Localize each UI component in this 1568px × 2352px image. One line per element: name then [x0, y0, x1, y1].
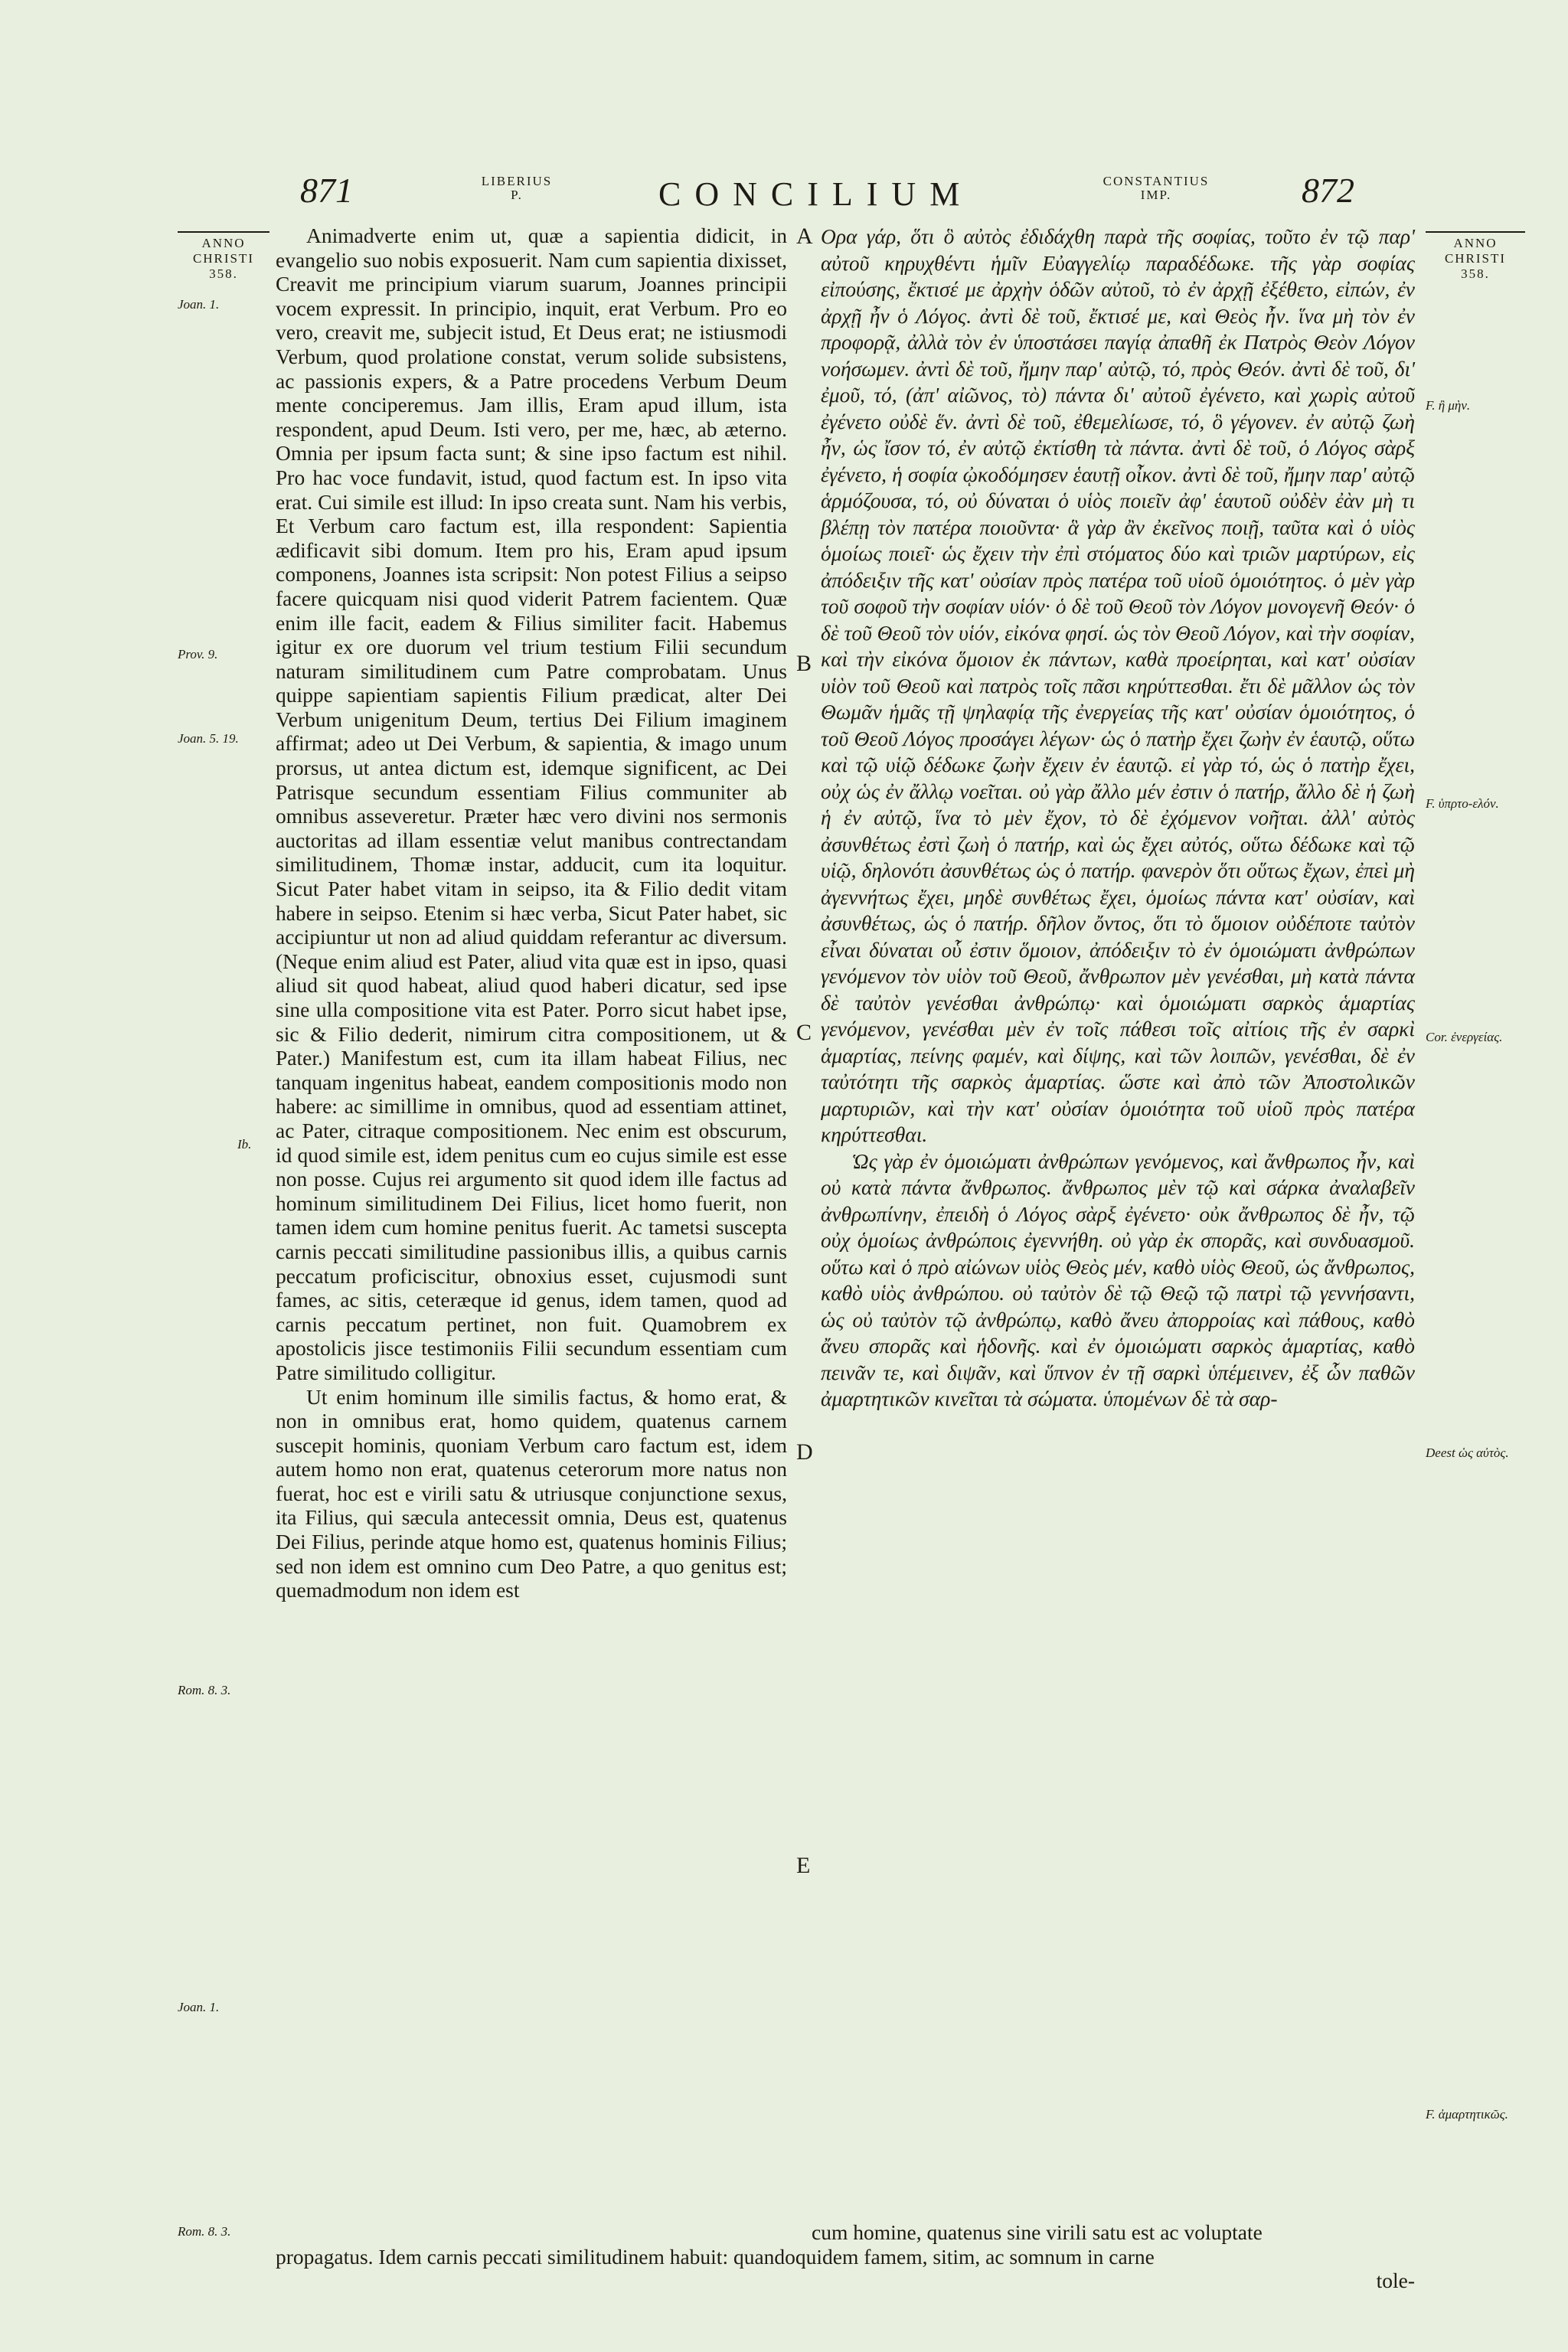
catchword: tole- — [1376, 2269, 1415, 2293]
margin-ref: Rom. 8. 3. — [178, 1683, 231, 1697]
running-head-left-line-1: LIBERIUS — [481, 174, 553, 188]
running-head-right — [1064, 175, 1248, 202]
margin-ref: Joan. 5. 19. — [178, 731, 239, 746]
latin-column — [276, 224, 787, 1602]
christi-label: CHRISTI — [192, 251, 255, 266]
page-number-left: 871 — [300, 171, 353, 210]
year-label: 358. — [1461, 266, 1490, 281]
anno-label: ANNO — [178, 231, 270, 251]
margin-variant-note: Deest ὡς αὐτὸς. — [1426, 1446, 1509, 1460]
running-head-left-line-2: P. — [511, 188, 523, 202]
anno-label: ANNO — [1426, 231, 1525, 251]
section-letter-c: C — [796, 1020, 812, 1045]
section-letter-a: A — [796, 224, 813, 249]
margin-ref: Prov. 9. — [178, 647, 218, 662]
anno-christi-right — [1426, 231, 1525, 282]
christi-label: CHRISTI — [1444, 251, 1507, 266]
running-head-right-line-2: IMP. — [1140, 188, 1172, 202]
margin-variant-note: F. ὑπρτο-ελόν. — [1426, 796, 1499, 811]
greek-paragraph: Ὡς γὰρ ἐν ὁμοιώματι ἀνθρώπων γενόμενος, καὶ ἄνθρωπος ἦν, καὶ οὐ κατὰ πάντα ἄνθρωπος. ἄνθρωπος μὲν τῷ καὶ σάρκα ἀναλαβεῖν ἀνθρωπίνην, ἐπειδὴ ὁ Λόγος σὰρξ ἐγένετο· οὐκ ἄνθρωπος δὲ ἦν, τῷ οὐχ ὁμοίως ἀνθρώποις ἐγεννήθη. οὐ γὰρ ἐκ σπορᾶς, καὶ συνδυασμοῦ. οὕτω καὶ ὁ πρὸ αἰώνων υἱὸς Θεὸς μέν, καθὸ υἱὸς Θεοῦ, ὡς ἄνθρωπος, καθὸ υἱὸς ἀνθρώπου. οὐ ταὐτὸν δὲ τῷ Θεῷ τῷ πατρὶ τῷ γεννήσαντι, ὡς οὐ ταὐτὸν τῷ ἀνθρώπῳ, καθὸ ἄνευ ἀπορροίας καὶ πάθους, καθὸ ἄνευ σπορᾶς καὶ ἡδονῆς. καὶ ἐν ὁμοιώματι σαρκὸς ἁμαρτίας, καθὸ πεινᾶν τε, καὶ διψᾶν, καὶ ὕπνον ἐν τῇ σαρκὶ ὑπέμεινεν, ἐξ ὧν παθῶν ἀμαρτητικῶν κινεῖται τὰ σώματα. ὑπομένων δὲ τὰ σαρ- — [821, 1148, 1415, 1410]
page-number-right: 872 — [1302, 171, 1354, 210]
bottom-line: cum homine, quatenus sine virili satu est ac voluptate — [812, 2220, 1263, 2244]
margin-ref: Joan. 1. — [178, 297, 220, 312]
margin-variant-note: F. ἢ μὴν. — [1426, 398, 1471, 413]
section-letter-e: E — [796, 1853, 811, 1878]
running-header — [0, 170, 1568, 224]
running-head-right-line-1: CONSTANTIUS — [1102, 174, 1210, 188]
running-head-left — [459, 175, 574, 202]
bottom-line: propagatus. Idem carnis peccati similitudinem habuit: quandoquidem famem, sitim, ac somnum in carne — [276, 2244, 1155, 2269]
section-letter-b: B — [796, 651, 812, 676]
latin-paragraph: Ut enim hominum ille similis factus, & homo erat, & non in omnibus erat, homo quidem, quatenus carnem suscepit hominis, quoniam Verbum caro factum est, idem autem homo non erat, quatenus ceterorum more natus non fuerat, hoc est e virili satu & utriusque conjunctione sexus, ita Filius, qui sæcula antecessit omnia, Deus est, quatenus Dei Filius, perinde atque homo est, quatenus hominis Filius; sed non idem est omnino cum Deo Patre, a quo genitus est; quemadmodum non idem est — [276, 1384, 787, 1602]
margin-ref: Ib. — [237, 1137, 252, 1152]
bottom-continuation — [276, 2220, 1415, 2293]
page-title: CONCILIUM — [658, 175, 974, 213]
greek-paragraph: Ορα γάρ, ὅτι ὃ αὐτὸς ἐδιδάχθη παρὰ τῆς σοφίας, τοῦτο ἐν τῷ παρ' αὐτοῦ κηρυχθέντι ἡμῖν Εὐαγγελίῳ παραδέδωκε. τῆς γὰρ σοφίας εἰπούσης, ἔκτισέ με ἀρχὴν ὁδῶν αὐτοῦ, τὸ ἐν ἀρχῇ ἐξέθετο, εἰπών, ἐν ἀρχῇ ἦν ὁ Λόγος. ἀντὶ δὲ τοῦ, ἔκτισέ με, καὶ Θεὸς ἦν. ἵνα μὴ τὸν ἐν προφορᾷ, ἀλλὰ τὸν ἐν ὑποστάσει παγίᾳ ἀπαθῆ ἐκ Πατρὸς Θεὸν Λόγον νοήσωμεν. ἀντὶ δὲ τοῦ, ἤμην παρ' αὐτῷ, τό, πρὸς Θεόν. ἀντὶ δὲ τοῦ, δι' ἐμοῦ, τό, (ἀπ' αἰῶνος, τὸ) πάντα δι' αὐτοῦ ἐγένετο, καὶ χωρὶς αὐτοῦ ἐγένετο οὐδὲ ἕν. ἀντὶ δὲ τοῦ, ἐθεμελίωσε, τό, ὃ γέγονεν. ἐν αὐτῷ ζωὴ ἦν, ὡς ἴσον τό, ἐν αὐτῷ ἐκτίσθη τὰ πάντα. ἀντὶ δὲ τοῦ, ὁ Λόγος σὰρξ ἐγένετο, ἡ σοφία ᾠκοδόμησεν ἑαυτῇ οἶκον. ἀντὶ δὲ τοῦ, ἤμην παρ' αὐτῷ ἁρμόζουσα, τό, οὐ δύναται ὁ υἱὸς ποιεῖν ἀφ' ἑαυτοῦ οὐδὲν ἐὰν μὴ τι βλέπῃ τὸν πατέρα ποιοῦντα· ἃ γὰρ ἂν ἐκεῖνος ποιῇ, ταῦτα καὶ ὁ υἱὸς ὁμοίως ποιεῖ· ὡς ἔχειν τὴν ἐπὶ στόματος δύο καὶ τριῶν μαρτύρων, εἰς ἀπόδειξιν τῆς κατ' οὐσίαν πρὸς πατέρα τοῦ υἱοῦ ὁμοιότητος. ὁ μὲν γὰρ τοῦ σοφοῦ τὴν σοφίαν υἱόν· ὁ δὲ τοῦ Θεοῦ τὸν Λόγον μονογενῆ Θεόν· ὁ δὲ τοῦ Θεοῦ τὸν υἱόν, εἰκόνα φησί. ὡς τὸν Θεοῦ Λόγον, καὶ τὴν σοφίαν, καὶ τὴν εἰκόνα ὅμοιον ἐκ πάντων, καθὰ προείρηται, καὶ κατ' οὐσίαν υἱὸν τοῦ Θεοῦ καὶ πατρὸς τοῖς πᾶσι κηρύττεσθαι. ἔτι δὲ μᾶλλον ὡς τὸν Θωμᾶν ἡμᾶς τῇ ψηλαφίᾳ τῆς ἐνεργείας τῆς κατ' οὐσίαν ὁμοιότητος, ὁ τοῦ Θεοῦ Λόγος προσάγει λέγων· ὡς ὁ πατὴρ ἔχει ζωὴν ἐν ἑαυτῷ, οὕτω καὶ τῷ υἱῷ δέδωκε ζωὴν ἔχειν ἐν ἑαυτῷ. εἰ γὰρ τό, ὡς ὁ πατὴρ ἔχει, οὐχ ὡς ἐν ἄλλῳ νοεῖται. οὐ γὰρ ἄλλο μέν ἐστιν ὁ πατήρ, ἄλλο δὲ ἡ ζωὴ ἡ ἐν αὐτῷ, ἵνα τὸ μὲν ἔχον, τὸ δὲ ἐχόμενον νοῆται. ἀλλ' αὐτὸς ἀσυνθέτως ἐστὶ ζωὴ ὁ πατήρ, καὶ ὡς ἔχει αὐτός, οὕτω δέδωκε καὶ τῷ υἱῷ, δηλονότι ἀσυνθέτως ὡς ὁ πατήρ. φανερὸν ὅτι οὕτως ἔχων, ἐπεὶ μὴ ἀγεννήτως ἔχει, μηδὲ συνθέτως ἔχει, ὁμοίως πάντα κατ' οὐσίαν, καὶ ἀσυνθέτως, ὡς ὁ πατήρ. δῆλον ὄντος, ὅτι τὸ ὅμοιον οὐδέποτε ταὐτὸν εἶναι δύναται οὗ ἐστιν ὅμοιον, ἀπόδειξιν τὸ ἐν ὁμοιώματι ἀνθρώπων γενόμενον τὸν υἱὸν τοῦ Θεοῦ, ἄνθρωπον μὲν γενέσθαι, μὴ κατὰ πάντα δὲ ταὐτὸν γενέσθαι ἀνθρώπῳ· καὶ ὁμοιώματι σαρκὸς ἁμαρτίας γενόμενον, γενέσθαι μὲν ἐν τοῖς πάθεσι τοῖς αἰτίοις τῆς ἐν σαρκὶ ἁμαρτίας, πείνης φαμέν, καὶ δίψης, καὶ τῶν λοιπῶν, γενέσθαι, δὲ ἐν ταὐτότητι τῆς σαρκὸς ἁμαρτίας. ὥστε καὶ ἀπὸ τῶν Ἀποστολικῶν μαρτυριῶν, καὶ τὴν κατ' οὐσίαν ὁμοιότητα τοῦ υἱοῦ πρὸς πατέρα κηρύττεσθαι. — [821, 224, 1415, 1146]
anno-christi-left — [178, 231, 270, 282]
margin-ref-bottom: Rom. 8. 3. — [178, 2224, 231, 2239]
latin-paragraph: Animadverte enim ut, quæ a sapientia didicit, in evangelio suo nobis exposuerit. Nam cum sapientia dixisset, Creavit me principium viarum suarum, Joannes principii vocem expressit. In principio, inquit, erat Verbum. Pro eo vero, creavit me, subjecit istud, Et Deus erat; ne istiusmodi Verbum, quod prolatione constat, verum solide subsistens, ac passionis expers, & a Patre procedens Verbum Deum mente conciperemus. Jam illis, Eram apud illum, ista respondent, apud Deum. Isti vero, per me, hæc, ab æterno. Omnia per ipsum facta sunt; & sine ipso factum est nihil. Pro hac voce fundavit, istud, quod factum est. In ipso vita erat. Cui simile est illud: In ipso creata sunt. Nam his verbis, Et Verbum caro factum est, illa respondent: Sapientia ædificavit sibi domum. Item pro his, Eram apud ipsum componens, Joannes ista scripsit: Non potest Filius a seipso facere quicquam nisi quod viderit Patrem facientem. Quæ enim ille facit, eadem & Filius similiter facit. Habemus igitur ex ore duorum vel trium testium Filii secundum naturam similitudinem cum Patre comprobatam. Unus quippe sapientiam sapientis Filium prædicat, alter Dei Verbum unigenitum Deum, tertius Dei Filium imaginem affirmat; adeo ut Dei Verbum, & sapientia, & imago unum prorsus, ut antea dictum est, idemque significent, ac Dei Patrisque secundum essentiam Filius communiter ab omnibus asseveretur. Præter hæc vero divini nos sermonis auctoritas ad illam essentiæ velut manibus contrectandam similitudinem, Thomæ instar, adducit, cum ita loquitur. Sicut Pater habet vitam in seipso, ita & Filio dedit vitam habere in seipso. Etenim si hæc verba, Sicut Pater habet, sic accipiuntur ut non ad aliud quiddam referantur ac diversum. (Neque enim aliud est Pater, aliud vita quæ est in ipso, quasi aliud sit quod habeat, aliud quod haberi dicatur, sed ipse sine ulla compositione vita est Pater. Porro sicut habet ipse, sic & Filio dederit, nimirum citra compositionem, ut & Pater.) Manifestum est, cum ita illam habeat Filius, nec tanquam ingenitus habeat, eandem compositionis modo non habere: ac simillime in omnibus, quod ad essentiam attinet, ac Pater, citraque compositionem. Nec enim est obscurum, id quod simile est, idem penitus cum eo cujus simile est esse non posse. Cujus rei argumento sit quod idem ille factus ad hominum similitudinem Dei Filius, licet homo fuerit, non tamen idem cum homine penitus fuerit. Ac tametsi suscepta carnis peccati similitudine passionibus illis, a quibus carnis peccatum proficiscitur, obnoxius esset, cujusmodi sunt fames, ac sitis, ceteræque id genus, idem tamen, quod ad carnis peccatum pertinet, non fuit. Quamobrem ex apostolicis jisce testimoniis Filii secundum essentiam cum Patre similitudo colligitur. — [276, 224, 787, 1384]
year-label: 358. — [209, 266, 238, 281]
margin-variant-note: Cor. ἐνεργείας. — [1426, 1030, 1503, 1044]
margin-ref: Joan. 1. — [178, 2000, 220, 2014]
section-letter-d: D — [796, 1439, 813, 1465]
greek-column — [821, 224, 1415, 1413]
margin-variant-note: F. ἀμαρτητικῶς. — [1426, 2107, 1508, 2122]
